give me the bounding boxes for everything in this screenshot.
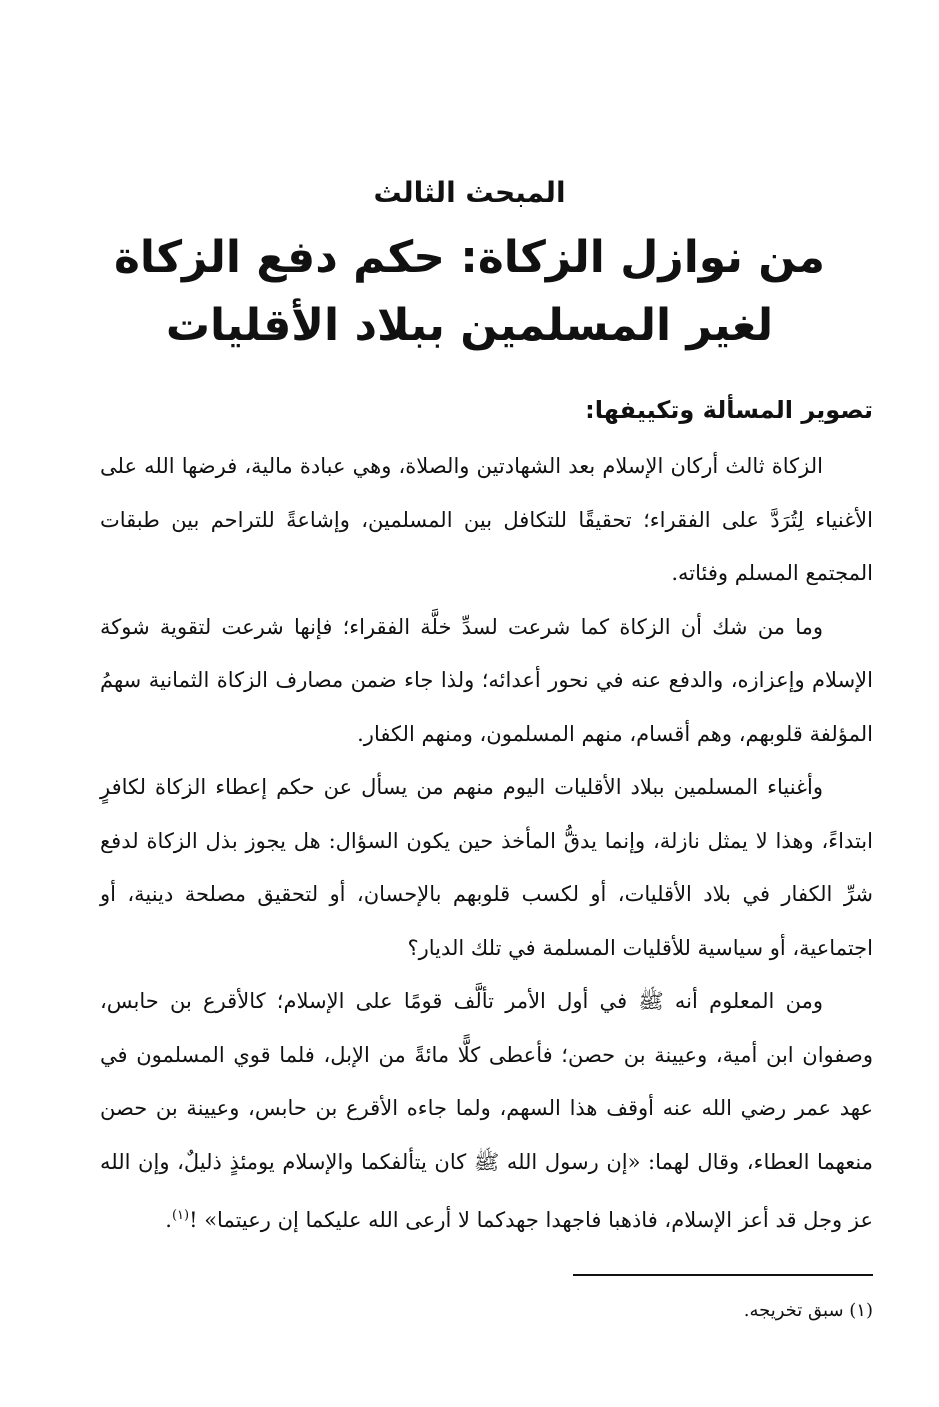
footnote-marker: (١) bbox=[171, 1208, 190, 1223]
body-text bbox=[100, 440, 873, 1248]
paragraph-2: وما من شك أن الزكاة كما شرعت لسدِّ خلَّة الفقراء؛ فإنها شرعت لتقوية شوكة الإسلام وإعزازه، والدفع عنه في نحور أعدائه؛ ولذا جاء ضمن مصارف الزكاة الثمانية سهمُ المؤلفة قلوبهم، وهم أقسام، منهم المسلمون، ومنهم الكفار. bbox=[100, 614, 873, 746]
paragraph-1: الزكاة ثالث أركان الإسلام بعد الشهادتين والصلاة، وهي عبادة مالية، فرضها الله على الأغنياء لِتُرَدَّ على الفقراء؛ تحقيقًا للتكافل بين المسلمين، وإشاعةً للتراحم بين طبقات المجتمع المسلم وفئاته. bbox=[100, 454, 873, 585]
section-label: المبحث الثالث bbox=[373, 176, 566, 209]
paragraph-4-text: ومن المعلوم أنه ﷺ في أول الأمر تألَّف قومًا على الإسلام؛ كالأقرع بن حابس، وصفوان ابن أمية، وعيينة بن حصن؛ فأعطى كلًّا مائةً من الإبل، فلما قوي المسلمون في عهد عمر رضي الله عنه أوقف هذا السهم، ولما جاءه الأقرع بن حابس، وعيينة بن حصن منعهما العطاء، وقال لهما: «إن رسول الله ﷺ كان يتألفكما والإسلام يومئذٍ ذليلٌ، وإن الله عز وجل قد أعز الإسلام، فاذهبا فاجهدا جهدكما لا أرعى الله عليكما إن رعيتما» ! bbox=[100, 989, 873, 1232]
chapter-title-line-2: لغير المسلمين ببلاد الأقليات bbox=[165, 300, 774, 351]
chapter-title-line-1: من نوازل الزكاة: حكم دفع الزكاة bbox=[113, 232, 826, 283]
paragraph-4: ومن المعلوم أنه ﷺ في أول الأمر تألَّف قومًا على الإسلام؛ كالأقرع بن حابس، وصفوان ابن أمية، وعيينة بن حصن؛ فأعطى كلًّا مائةً من الإبل، فلما قوي المسلمون في عهد عمر رضي الله عنه أوقف هذا السهم، ولما جاءه الأقرع بن حابس، وعيينة بن حصن منعهما العطاء، وقال لهما: «إن رسول الله ﷺ كان يتألفكما والإسلام يومئذٍ ذليلٌ، وإن الله عز وجل قد أعز الإسلام، فاذهبا فاجهدا جهدكما لا أرعى الله عليكما إن رعيتما» !$^{(١)}$. bbox=[100, 989, 873, 1232]
subheading: تصوير المسألة وتكييفها: bbox=[585, 396, 873, 424]
footnote-divider bbox=[573, 1274, 873, 1276]
footnote: (١) سبق تخريجه. bbox=[743, 1300, 873, 1321]
paragraph-3: وأغنياء المسلمين ببلاد الأقليات اليوم منهم من يسأل عن حكم إعطاء الزكاة لكافرٍ ابتداءً، وهذا لا يمثل نازلة، وإنما يدقُّ المأخذ حين يكون السؤال: هل يجوز بذل الزكاة لدفع شرِّ الكفار في بلاد الأقليات، أو لكسب قلوبهم بالإحسان، أو لتحقيق مصلحة دينية، أو اجتماعية، أو سياسية للأقليات المسلمة في تلك الديار؟ bbox=[100, 775, 873, 960]
